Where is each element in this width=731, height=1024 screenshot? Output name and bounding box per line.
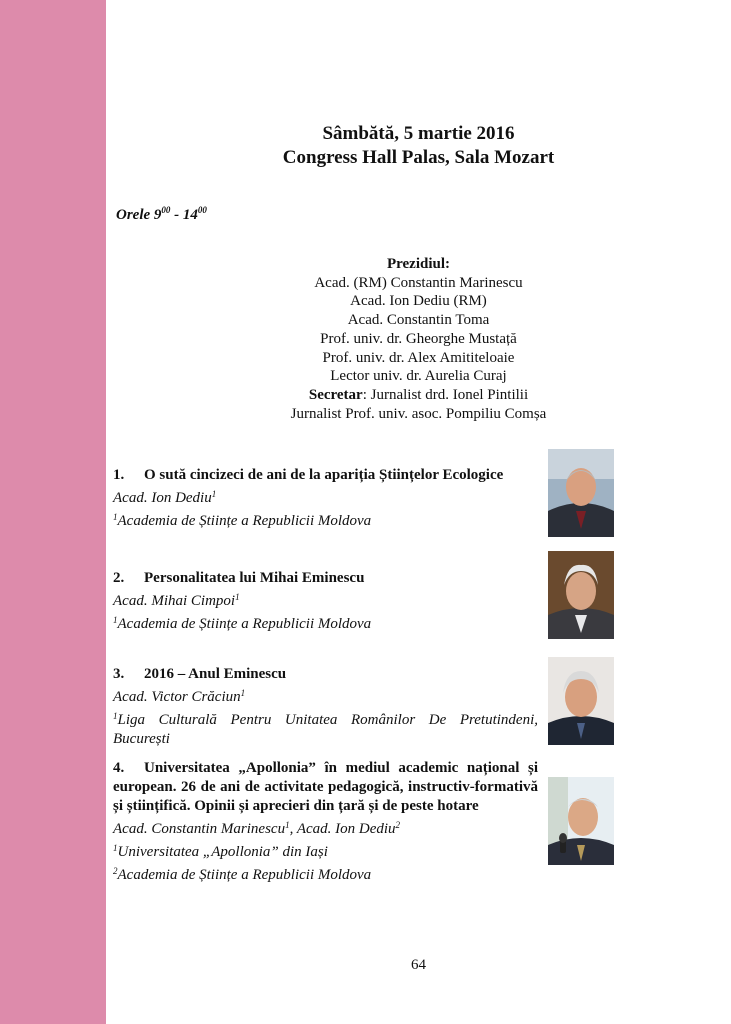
talk-affiliation: $^1$Academia de Științe a Republicii Moldova [113, 615, 372, 632]
talk-title: 1. O sută cincizeci de ani de la apariția Științelor Ecologice [113, 467, 504, 483]
session-date: Sâmbătă, 5 martie 2016 [322, 123, 515, 144]
program-item-2 [113, 569, 538, 634]
talk-title: 3. 2016 – Anul Eminescu [113, 666, 287, 682]
talk-title: 2. Personalitatea lui Mihai Eminescu [113, 570, 365, 586]
program-item-1 [113, 466, 538, 531]
page-number: 64 [411, 957, 426, 973]
side-color-band [0, 0, 106, 1024]
presidium-secretary [106, 386, 731, 405]
program-item-3 [113, 665, 538, 749]
talk-affiliation: $^1$Universitatea „Apollonia” din Iași [113, 843, 328, 860]
document-page [106, 0, 731, 1024]
session-hours: Orele $9^{00} - 14^{00}$ [116, 205, 207, 223]
speaker-portrait-1 [548, 449, 614, 537]
presidium-member: Prof. univ. dr. Gheorghe Mustață [320, 330, 517, 347]
session-venue: Congress Hall Palas, Sala Mozart [282, 147, 555, 168]
talk-author: Acad. Ion Dediu$^1$ [113, 489, 217, 506]
secretary-label: Secretar [308, 386, 363, 403]
talk-author: Acad. Victor Crăciun$^1$ [113, 688, 246, 705]
talk-affiliation: $^2$Academia de Științe a Republicii Moldova [113, 866, 372, 883]
talk-author: Acad. Mihai Cimpoi$^1$ [113, 592, 240, 609]
talk-affiliation: $^1$Academia de Științe a Republicii Moldova [113, 512, 372, 529]
program-item-4 [113, 759, 538, 885]
presidium-member: Prof. univ. dr. Alex Amititeloaie [322, 349, 515, 366]
presidium-member: Jurnalist Prof. univ. asoc. Pompiliu Comșa [290, 405, 547, 422]
speaker-portrait-4 [548, 777, 614, 865]
secretary-value: : Jurnalist drd. Ionel Pintilii [362, 386, 529, 403]
presidium-label: Prezidiul: [386, 256, 451, 272]
speaker-portrait-2 [548, 551, 614, 639]
talk-title: 4. Universitatea „Apollonia” în mediul academic național și european. 26 de ani de activitate pedagogică, instructiv-formativă și științifică. Opinii și aprecieri din țară și de peste hotare [113, 760, 538, 814]
presidium-member: Acad. (RM) Constantin Marinescu [314, 274, 523, 291]
presidium-member: Acad. Ion Dediu (RM) [350, 293, 487, 310]
presidium-block [106, 255, 731, 423]
talk-author: Acad. Constantin Marinescu$^1$, Acad. Ion Dediu$^2$ [113, 820, 401, 837]
presidium-member: Lector univ. dr. Aurelia Curaj [330, 368, 507, 385]
speaker-portrait-3 [548, 657, 614, 745]
presidium-member: Acad. Constantin Toma [347, 312, 490, 329]
talk-affiliation: $^1$Liga Culturală Pentru Unitatea Românilor De Pretutindeni, București [113, 711, 538, 747]
